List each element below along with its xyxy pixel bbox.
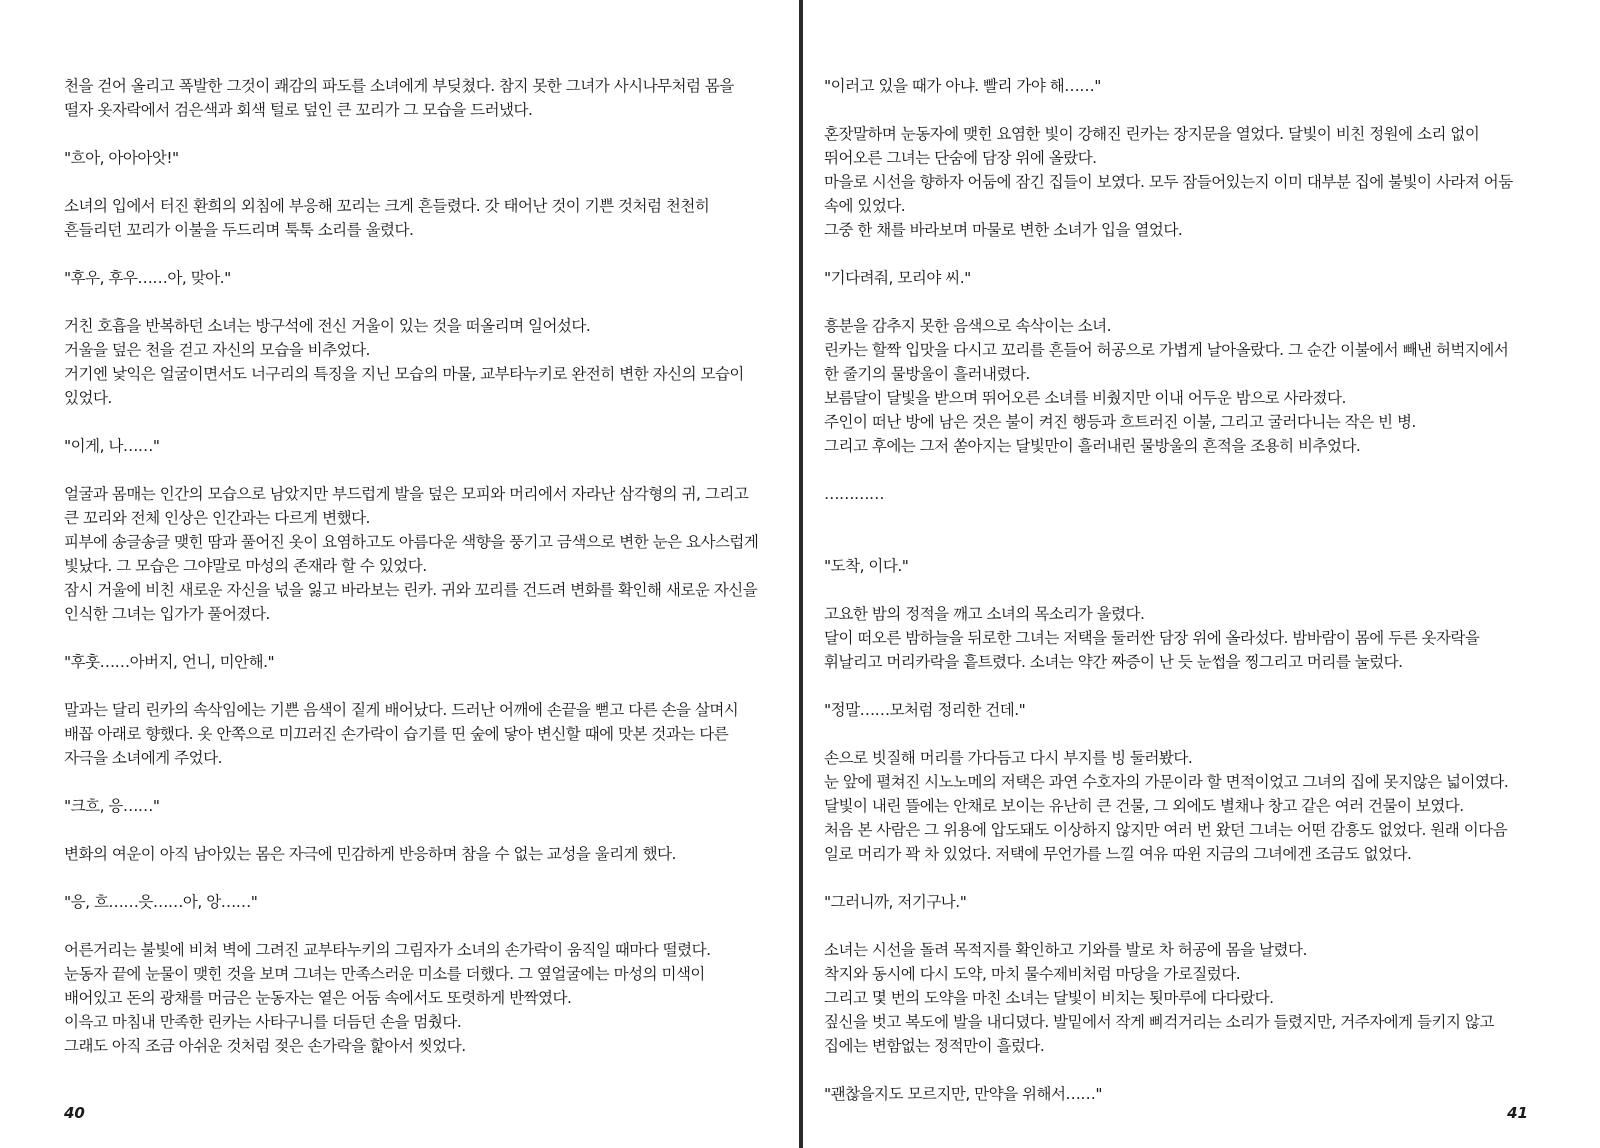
text-line: 고요한 밤의 정적을 깨고 소녀의 목소리가 울렸다. [824,605,1145,623]
text-line: 인식한 그녀는 입가가 풀어졌다. [64,605,270,623]
text-line [64,626,758,650]
text-line: 그리고 몇 번의 도약을 마친 소녀는 달빛이 비치는 툇마루에 다다랐다. [824,989,1274,1007]
text-line: 그중 한 채를 바라보며 마물로 변한 소녀가 입을 열었다. [824,221,1183,239]
text-line: 혼잣말하며 눈동자에 맺힌 요염한 빛이 강해진 린카는 장지문을 열었다. 달빛이 비친 정원에 소리 없이 [824,125,1480,143]
text-line: "흐아, 아아아앗!" [64,149,179,167]
text-line: 처음 본 사람은 그 위용에 압도돼도 이상하지 않지만 여러 번 왔던 그녀는 어떤 감흥도 없었다. 원래 이다음 [824,821,1508,839]
text-line: 소녀는 시선을 돌려 목적지를 확인하고 기와를 발로 차 허공에 몸을 날렸다. [824,941,1307,959]
text-line: 흔들리던 꼬리가 이불을 두드리며 툭툭 소리를 울렸다. [64,221,414,239]
text-line [824,674,1513,698]
text-line: 뛰어오른 그녀는 단숨에 담장 위에 올랐다. [824,149,1097,167]
text-line: ………… [824,485,884,503]
text-line: 그래도 아직 조금 아쉬운 것처럼 젖은 손가락을 핥아서 씻었다. [64,1037,466,1055]
text-line [824,866,1513,890]
text-line: "이게, 나……" [64,437,160,455]
text-line [824,98,1513,122]
text-line: 휘날리고 머리카락을 흩트렸다. 소녀는 약간 짜증이 난 듯 눈썹을 찡그리고 머리를 눌렀다. [824,653,1403,671]
text-line: 말과는 달리 린카의 속삭임에는 기쁜 음색이 짙게 배어났다. 드러난 어깨에 손끝을 뻗고 다른 손을 살며시 [64,701,739,719]
text-line [64,914,758,938]
text-line: "후훗……아버지, 언니, 미안해." [64,653,275,671]
text-line [64,866,758,890]
text-line: 변화의 여운이 아직 남아있는 몸은 자극에 민감하게 반응하며 참을 수 없는 교성을 울리게 했다. [64,845,676,863]
text-line [64,770,758,794]
text-line: 손으로 빗질해 머리를 가다듬고 다시 부지를 빙 둘러봤다. [824,749,1193,767]
text-line: 린카는 할짝 입맛을 다시고 꼬리를 흔들어 허공으로 가볍게 날아올랐다. 그 순간 이불에서 빼낸 허벅지에서 [824,341,1509,359]
text-line: 피부에 송글송글 맺힌 땀과 풀어진 옷이 요염하고도 아름다운 색향을 풍기고 금색으로 변한 눈은 요사스럽게 [64,533,759,551]
text-line: 배꼽 아래로 향했다. 옷 안쪽으로 미끄러진 손가락이 습기를 띤 숲에 닿아 변신할 때에 맛본 것과는 다른 [64,725,729,743]
text-line: "그러니까, 저기구나." [824,893,967,911]
text-line: 눈 앞에 펼쳐진 시노노메의 저택은 과연 수호자의 가문이라 할 면적이었고 그녀의 집에 못지않은 넓이였다. [824,773,1509,791]
text-line [824,458,1513,482]
text-line: 한 줄기의 물방울이 흘러내렸다. [824,365,1030,383]
text-line: 짚신을 벗고 복도에 발을 내디뎠다. 발밑에서 작게 삐걱거리는 소리가 들렸지만, 거주자에게 들키지 않고 [824,1013,1494,1031]
text-line [824,242,1513,266]
text-line: 자극을 소녀에게 주었다. [64,749,223,767]
text-line: 어른거리는 불빛에 비쳐 벽에 그려진 교부타누키의 그림자가 소녀의 손가락이 움직일 때마다 떨렸다. [64,941,711,959]
text-line: 마을로 시선을 향하자 어둠에 잠긴 집들이 보였다. 모두 잠들어있는지 이미 대부분 집에 불빛이 사라져 어둠 [824,173,1513,191]
text-line [824,578,1513,602]
text-line [64,410,758,434]
right-page [806,0,1600,1148]
text-line: "괜찮을지도 모르지만, 만약을 위해서……" [824,1085,1103,1103]
text-line: 보름달이 달빛을 받으며 뛰어오른 소녀를 비췄지만 이내 어두운 밤으로 사라졌다. [824,389,1346,407]
right-page-number: 41 [1507,1104,1528,1122]
text-line: 그리고 후에는 그저 쏟아지는 달빛만이 흘러내린 물방울의 흔적을 조용히 비추었다. [824,437,1361,455]
left-page-number: 40 [64,1104,85,1122]
text-line: 거울을 덮은 천을 걷고 자신의 모습을 비추었다. [64,341,370,359]
text-line: "도착, 이다." [824,557,909,575]
left-page-text [64,74,758,1058]
text-line: 거기엔 낯익은 얼굴이면서도 너구리의 특징을 지닌 모습의 마물, 교부타누키로 완전히 변한 자신의 모습이 [64,365,744,383]
text-line: "기다려줘, 모리야 씨." [824,269,971,287]
text-line [824,530,1513,554]
text-line: 천을 걷어 올리고 폭발한 그것이 쾌감의 파도를 소녀에게 부딪쳤다. 참지 못한 그녀가 사시나무처럼 몸을 [64,77,734,95]
text-line: 주인이 떠난 방에 남은 것은 불이 켜진 행등과 흐트러진 이불, 그리고 굴러다니는 작은 빈 병. [824,413,1416,431]
text-line: 이윽고 마침내 만족한 린카는 사타구니를 더듬던 손을 멈췄다. [64,1013,462,1031]
text-line [824,290,1513,314]
text-line: 큰 꼬리와 전체 인상은 인간과는 다르게 변했다. [64,509,370,527]
text-line: "이러고 있을 때가 아냐. 빨리 가야 해……" [824,77,1101,95]
text-line: 속에 있었다. [824,197,906,215]
text-line: 일로 머리가 꽉 차 있었다. 저택에 무언가를 느낄 여유 따윈 지금의 그녀에겐 조금도 없었다. [824,845,1412,863]
text-line [824,914,1513,938]
text-line [824,506,1513,530]
text-line [64,242,758,266]
text-line: 소녀의 입에서 터진 환희의 외침에 부응해 꼬리는 크게 흔들렸다. 갓 태어난 것이 기쁜 것처럼 천천히 [64,197,710,215]
text-line [824,1058,1513,1082]
text-line: 거친 호흡을 반복하던 소녀는 방구석에 전신 거울이 있는 것을 떠올리며 일어섰다. [64,317,591,335]
text-line: "정말……모처럼 정리한 건데." [824,701,1026,719]
text-line [64,170,758,194]
text-line [64,674,758,698]
text-line: 배어있고 돈의 광채를 머금은 눈동자는 옅은 어둠 속에서도 또렷하게 반짝였다. [64,989,572,1007]
text-line: 착지와 동시에 다시 도약, 마치 물수제비처럼 마당을 가로질렀다. [824,965,1241,983]
text-line: 달빛이 내린 뜰에는 안채로 보이는 유난히 큰 건물, 그 외에도 별채나 창고 같은 여러 건물이 보였다. [824,797,1464,815]
text-line: 있었다. [64,389,112,407]
text-line: 집에는 변함없는 정적만이 흘렀다. [824,1037,1045,1055]
text-line: "응, 흐……읏……아, 앙……" [64,893,258,911]
text-line: "후우, 후우……아, 맞아." [64,269,231,287]
right-page-text [824,74,1513,1106]
text-line: 빛났다. 그 모습은 그야말로 마성의 존재라 할 수 있었다. [64,557,427,575]
text-line [64,818,758,842]
book-spine [799,0,803,1148]
text-line: 잠시 거울에 비친 새로운 자신을 넋을 잃고 바라보는 린카. 귀와 꼬리를 건드려 변화를 확인해 새로운 자신을 [64,581,758,599]
text-line: 떨자 옷자락에서 검은색과 회색 털로 덮인 큰 꼬리가 그 모습을 드러냈다. [64,101,533,119]
text-line: 달이 떠오른 밤하늘을 뒤로한 그녀는 저택을 둘러싼 담장 위에 올라섰다. 밤바람이 몸에 두른 옷자락을 [824,629,1480,647]
text-line [824,722,1513,746]
text-line: 눈동자 끝에 눈물이 맺힌 것을 보며 그녀는 만족스러운 미소를 더했다. 그 옆얼굴에는 마성의 미색이 [64,965,705,983]
text-line: "크흐, 응……" [64,797,160,815]
text-line [64,458,758,482]
text-line [64,290,758,314]
text-line: 흥분을 감추지 못한 음색으로 속삭이는 소녀. [824,317,1112,335]
text-line [64,122,758,146]
text-line: 얼굴과 몸매는 인간의 모습으로 남았지만 부드럽게 발을 덮은 모피와 머리에서 자라난 삼각형의 귀, 그리고 [64,485,749,503]
